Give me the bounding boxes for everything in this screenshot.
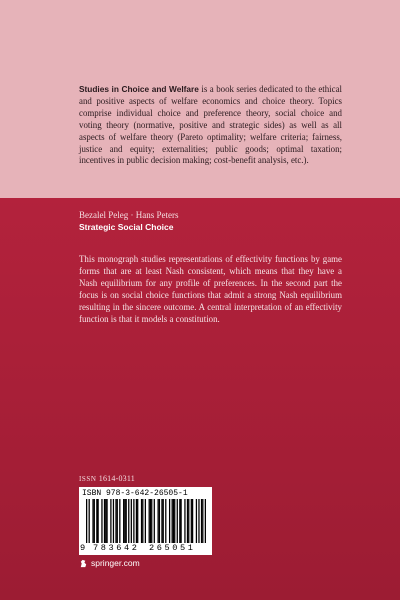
barcode-bar: [106, 499, 107, 543]
barcode-bar: [161, 499, 162, 543]
barcode-bar: [173, 499, 174, 543]
barcode-bar: [177, 499, 178, 543]
barcode-bar: [165, 499, 166, 543]
barcode-bar: [187, 499, 188, 543]
barcode-bar: [126, 499, 127, 543]
barcode-bar: [137, 499, 138, 543]
barcode-bar: [150, 499, 151, 543]
barcode-bar: [97, 499, 98, 543]
issn: [79, 474, 135, 483]
barcode-bar: [133, 499, 134, 543]
barcode-bar: [119, 499, 120, 543]
barcode-bar: [163, 499, 164, 543]
barcode-bar: [105, 499, 106, 543]
barcode-bar: [145, 499, 146, 543]
barcode-bar: [142, 499, 143, 543]
publisher-name: springer.com: [91, 558, 140, 568]
barcode-bar: [202, 499, 203, 543]
barcode-bar: [136, 499, 137, 543]
barcode-bar: [123, 499, 124, 543]
barcode-bar: [201, 499, 202, 543]
barcode-bar: [169, 499, 170, 543]
barcode-bar: [101, 499, 102, 543]
book-blurb: This monograph studies representations of effectivity functions by game forms that are at least Nash consistent, which means that they have a Nash equilibrium for any profile of preferences. In the second part the focus is on social choice functions that admit a strong Nash equilibrium resulting in the sincere outcome. A central interpretation of an effectivity function is that it models a constitution.: [79, 254, 342, 324]
barcode-bar: [86, 499, 87, 543]
barcode-bar: [92, 499, 93, 543]
barcode-bar: [151, 499, 152, 543]
barcode-bar: [180, 499, 181, 543]
springer-horse-icon: [79, 559, 88, 568]
barcode-bar: [191, 499, 192, 543]
barcode-bar: [113, 499, 114, 543]
book-title: Strategic Social Choice: [79, 222, 174, 232]
barcode-bar: [149, 499, 150, 543]
barcode-bar: [141, 499, 142, 543]
isbn-label: ISBN 978-3-642-26505-1: [82, 489, 188, 498]
issn-value: 1614-0311: [98, 474, 135, 483]
barcode-bar: [115, 499, 116, 543]
barcode-bar: [184, 499, 185, 543]
publisher: [79, 558, 140, 568]
barcode-bar: [117, 499, 118, 543]
series-description: [79, 84, 342, 167]
barcode-bar: [157, 499, 158, 543]
authors: Bezalel Peleg · Hans Peters: [79, 210, 179, 220]
barcode-bar: [128, 499, 129, 543]
barcode-bar: [94, 499, 95, 543]
barcode-bar: [198, 499, 199, 543]
issn-label: ISSN: [79, 475, 97, 483]
barcode-bar: [154, 499, 155, 543]
ean-right-group: 265051: [149, 543, 196, 553]
barcode-bar: [124, 499, 125, 543]
barcode-bar: [174, 499, 175, 543]
barcode-bar: [104, 499, 105, 543]
barcode-bar: [196, 499, 197, 543]
barcode-bars: [86, 499, 206, 543]
barcode-bar: [89, 499, 90, 543]
ean-first-digit: 9: [80, 543, 86, 553]
series-description-text: is a book series dedicated to the ethical and positive aspects of welfare economics and choice theory. Topics comprise individual choice and preference theory, social choice and voting theory (normative, positive and strategic sides) as well as all aspects of welfare theory (Pareto optimality; welfare criteria; fairness, justice and equity; externalities; public goods; optimal taxation; incentives in public decision making; cost-benefit analysis, etc.).: [79, 84, 342, 166]
barcode-bar: [179, 499, 180, 543]
barcode-bar: [192, 499, 193, 543]
barcode-bar: [172, 499, 173, 543]
series-name: Studies in Choice and Welfare: [79, 84, 199, 94]
barcode: [79, 487, 212, 555]
ean-left-group: 783642: [93, 543, 140, 553]
barcode-bar: [96, 499, 97, 543]
barcode-bar: [159, 499, 160, 543]
barcode-bar: [110, 499, 111, 543]
barcode-bar: [131, 499, 132, 543]
barcode-bar: [188, 499, 189, 543]
barcode-bar: [205, 499, 206, 543]
